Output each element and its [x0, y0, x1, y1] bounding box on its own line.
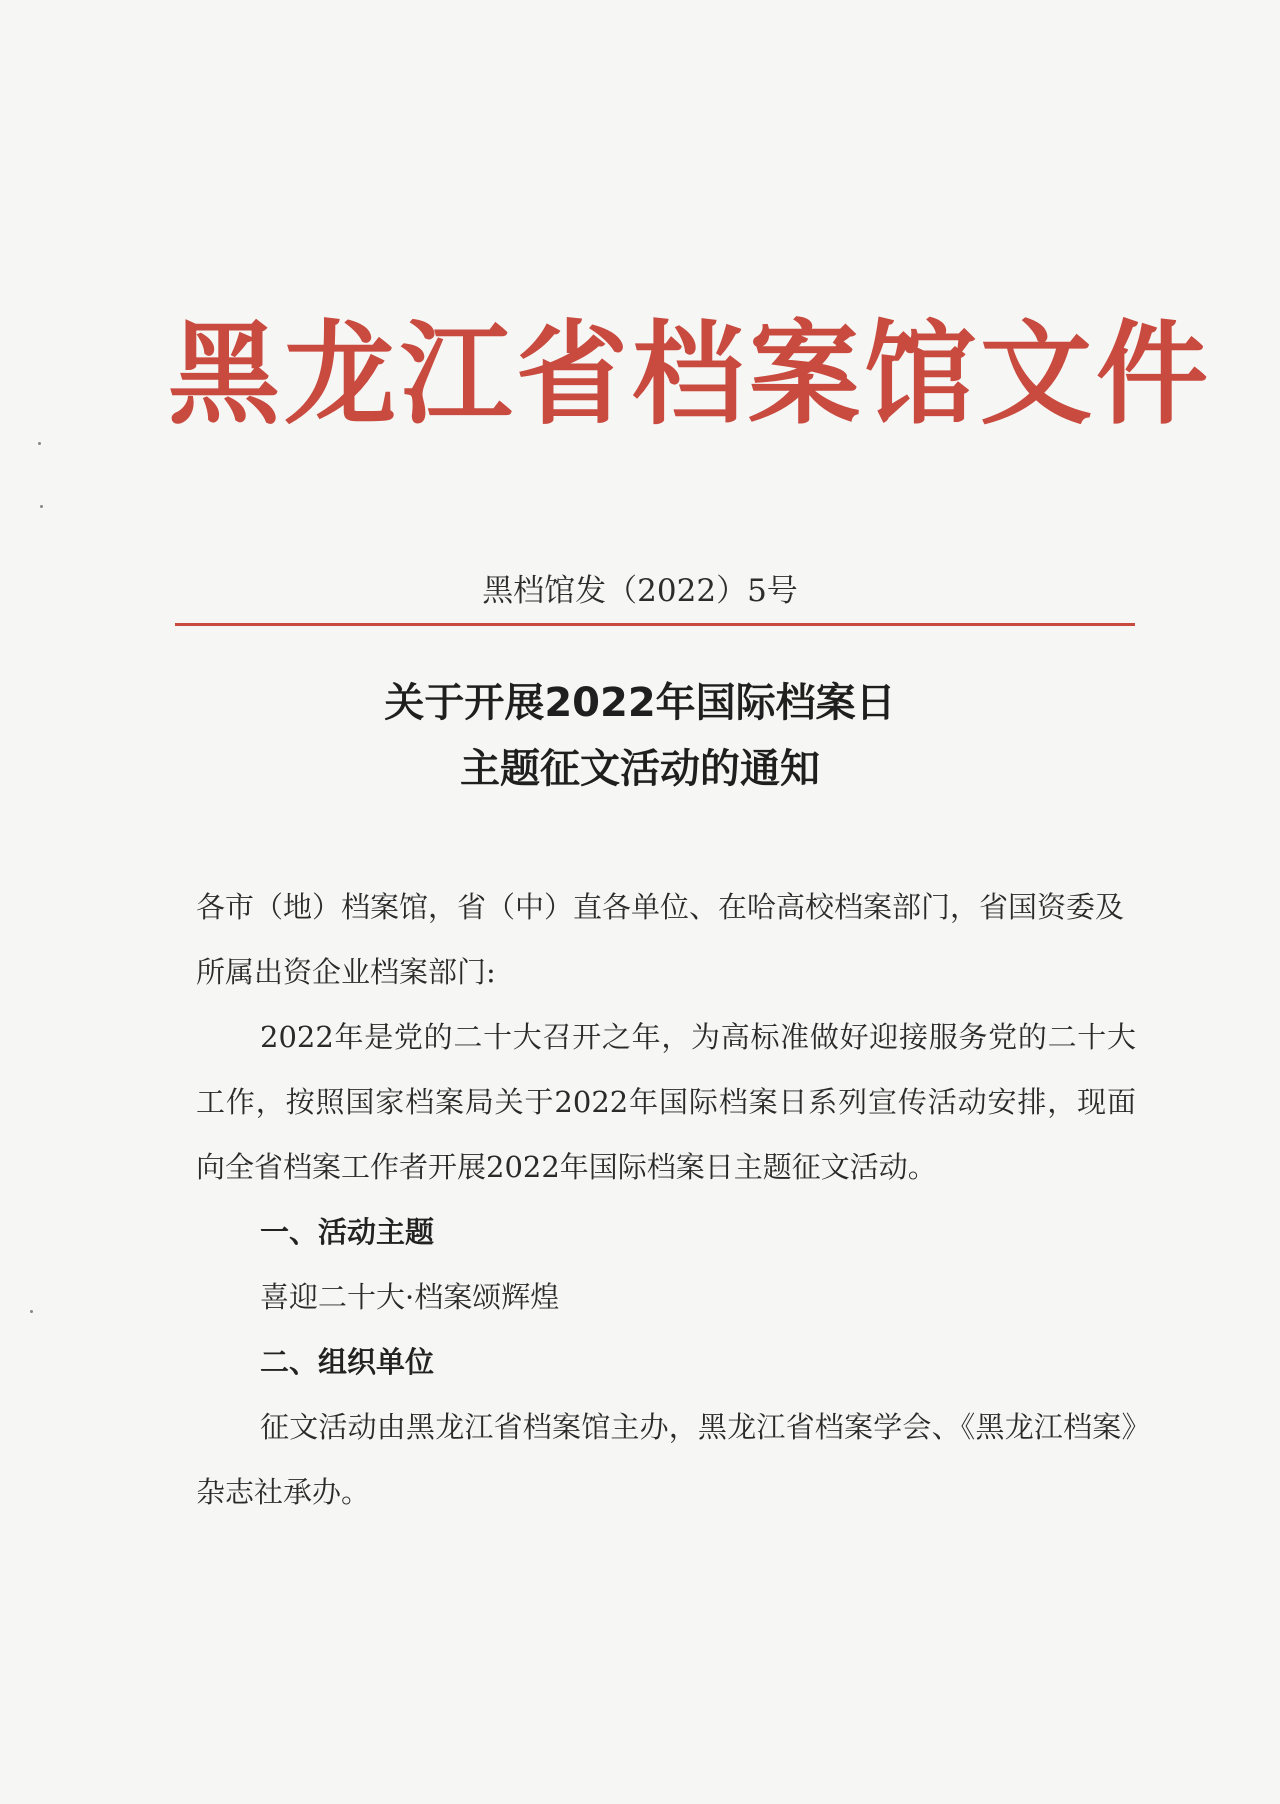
red-divider-line: [175, 623, 1135, 626]
notice-title-line-1: 关于开展2022年国际档案日: [384, 680, 896, 726]
letterhead-title: 黑龙江省档案馆文件: [168, 310, 1212, 440]
addressee-paragraph: 各市（地）档案馆，省（中）直各单位、在哈高校档案部门，省国资委及所属出资企业档案部门:: [196, 890, 1125, 989]
section-1-heading: 一、活动主题: [260, 1215, 435, 1249]
scan-speck: [40, 505, 43, 508]
document-number: 黑档馆发（2022）5号: [482, 573, 798, 609]
notice-body: [196, 875, 1136, 1525]
scan-speck: [38, 442, 41, 445]
scan-speck: [30, 1310, 33, 1313]
section-2-text: 征文活动由黑龙江省档案馆主办，黑龙江省档案学会、《黑龙江档案》杂志社承办。: [196, 1410, 1136, 1509]
notice-title-line-2: 主题征文活动的通知: [460, 746, 820, 792]
section-1-text: 喜迎二十大·档案颂辉煌: [260, 1280, 560, 1314]
intro-paragraph: 2022年是党的二十大召开之年，为高标准做好迎接服务党的二十大工作，按照国家档案局关于2022年国际档案日系列宣传活动安排，现面向全省档案工作者开展2022年国际档案日主题征文活动。: [196, 1020, 1136, 1184]
notice-title: [0, 670, 1280, 802]
section-2-heading: 二、组织单位: [260, 1345, 435, 1379]
